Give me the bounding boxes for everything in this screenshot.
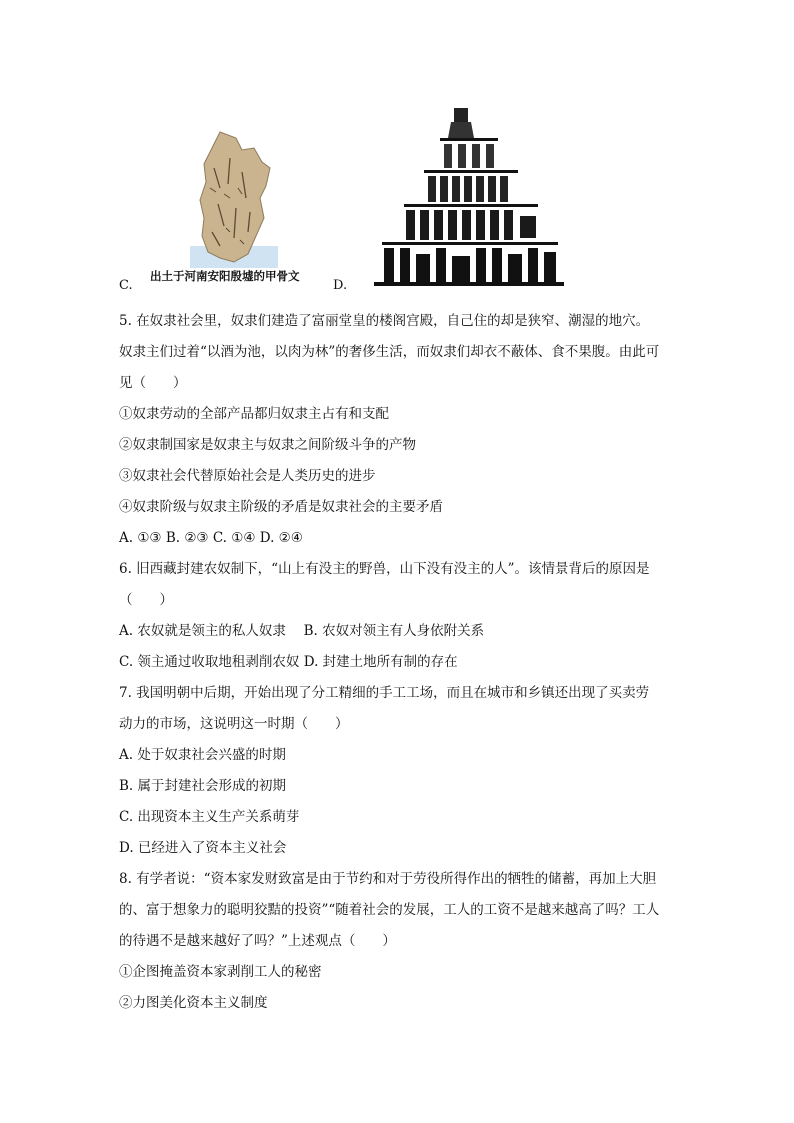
q5-statement-1: ①奴隶劳动的全部产品都归奴隶主占有和支配 bbox=[119, 406, 389, 422]
option-c-label: C. bbox=[119, 278, 133, 293]
q7-option-a: A. 处于奴隶社会兴盛的时期 bbox=[119, 747, 286, 763]
q7-option-c: C. 出现资本主义生产关系萌芽 bbox=[119, 809, 300, 825]
q7-option-d: D. 已经进入了资本主义社会 bbox=[119, 840, 287, 856]
option-d-label: D. bbox=[333, 278, 348, 293]
q5-statement-4: ④奴隶阶级与奴隶主阶级的矛盾是奴隶社会的主要矛盾 bbox=[119, 499, 443, 515]
q5-stem-line-1: 5. 在奴隶社会里，奴隶们建造了富丽堂皇的楼阁宫殿，自己住的却是狭窄、潮湿的地穴。 bbox=[119, 313, 650, 329]
oracle-bone-image bbox=[190, 128, 278, 268]
q6-stem-line-1: 6. 旧西藏封建农奴制下，“山上有没主的野兽，山下没有没主的人”。该情景背后的原因是 bbox=[119, 561, 650, 577]
oracle-bone-shape bbox=[190, 128, 278, 268]
oracle-caption: 出土于河南安阳殷墟的甲骨文 bbox=[150, 269, 300, 283]
q7-stem-line-2: 动力的市场，这说明这一时期（ ） bbox=[119, 716, 349, 732]
q5-statement-2: ②奴隶制国家是奴隶主与奴隶之间阶级斗争的产物 bbox=[119, 437, 416, 453]
q6-options-line-2: C. 领主通过收取地租剥削农奴 D. 封建土地所有制的存在 bbox=[119, 654, 458, 670]
q7-stem-line-1: 7. 我国明朝中后期，开始出现了分工精细的手工工场，而且在城市和乡镇还出现了买卖劳 bbox=[119, 685, 650, 701]
q5-statement-3: ③奴隶社会代替原始社会是人类历史的进步 bbox=[119, 468, 376, 484]
pyramid-illustration bbox=[374, 108, 564, 288]
q8-stem-line-1: 8. 有学者说：“资本家发财致富是由于节约和对于劳役所得作出的牺牲的储蓄，再加上大胆 bbox=[119, 871, 657, 887]
q6-options-line-1: A. 农奴就是领主的私人奴隶 B. 农奴对领主有人身依附关系 bbox=[119, 623, 485, 639]
q8-statement-1: ①企图掩盖资本家剥削工人的秘密 bbox=[119, 964, 322, 980]
q5-options: A. ①③ B. ②③ C. ①④ D. ②④ bbox=[119, 530, 303, 546]
q5-stem-line-3: 见（ ） bbox=[119, 375, 187, 391]
q6-stem-line-2: （ ） bbox=[119, 592, 173, 608]
social-pyramid-image bbox=[374, 108, 564, 288]
q8-statement-2: ②力图美化资本主义制度 bbox=[119, 995, 268, 1011]
q7-option-b: B. 属于封建社会形成的初期 bbox=[119, 778, 287, 794]
q5-stem-line-2: 奴隶主们过着“以酒为池，以肉为林”的奢侈生活，而奴隶们却衣不蔽体、食不果腹。由此可 bbox=[119, 344, 660, 360]
q8-stem-line-2: 的、富于想象力的聪明狡黠的投资”“随着社会的发展，工人的工资不是越来越高了吗？工人 bbox=[119, 902, 660, 918]
q8-stem-line-3: 的待遇不是越来越好了吗？”上述观点（ ） bbox=[119, 933, 396, 949]
